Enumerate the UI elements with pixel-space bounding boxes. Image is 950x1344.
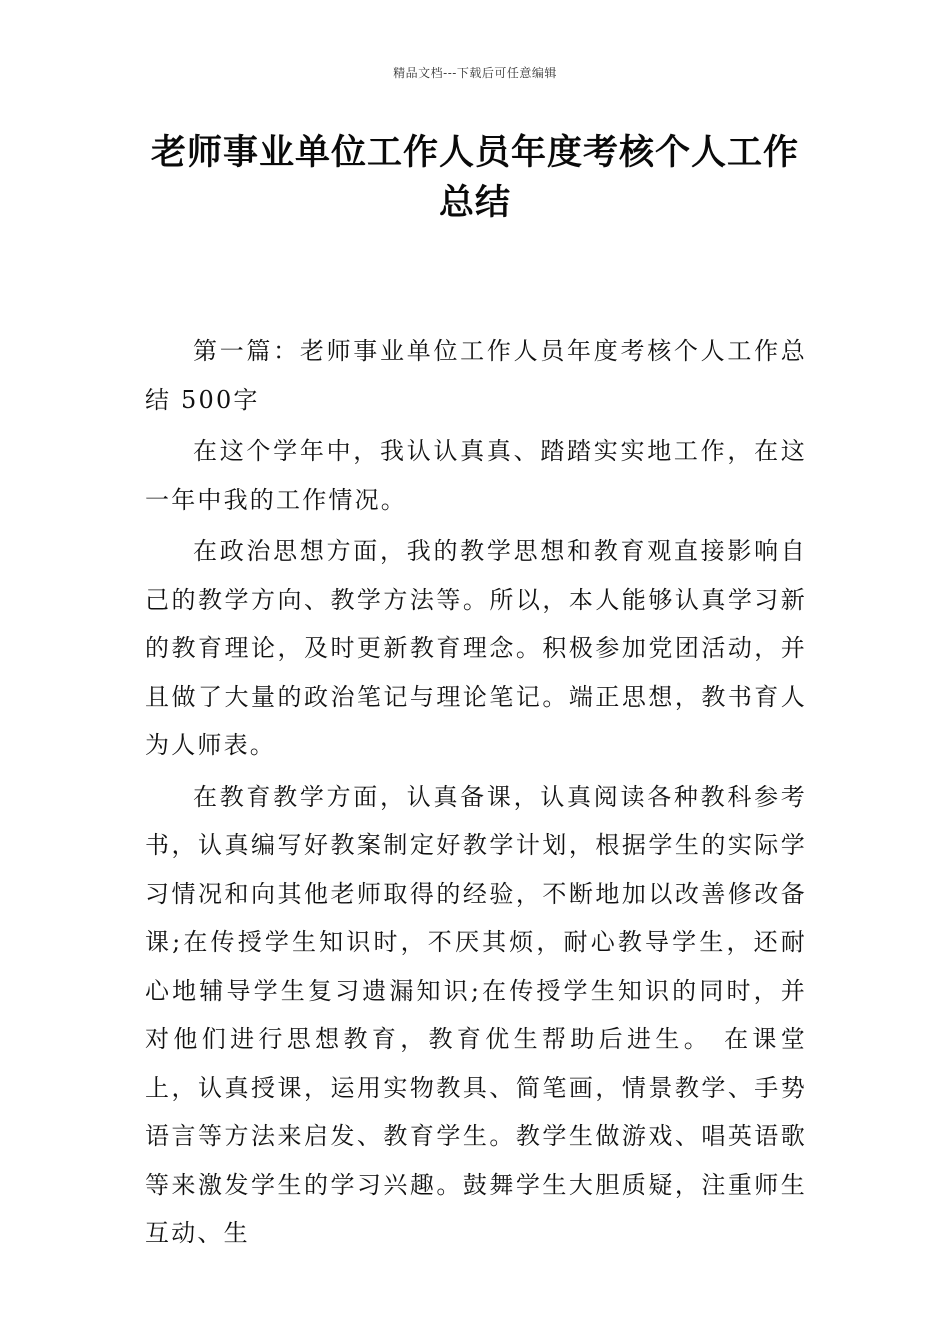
- page-header-note: 精品文档---下载后可任意编辑: [393, 66, 557, 80]
- document-body: [145, 327, 807, 1261]
- paragraph-political-thought: 在政治思想方面，我的教学思想和教育观直接影响自己的教学方向、教学方法等。所以，本人能够认真学习新的教育理论，及时更新教育理念。积极参加党团活动，并且做了大量的政治笔记与理论笔记。端正思想，教书育人为人师表。: [145, 537, 807, 759]
- paragraph-section-heading: 第一篇：老师事业单位工作人员年度考核个人工作总结 500字: [145, 337, 807, 414]
- document-title: 老师事业单位工作人员年度考核个人工作总结: [150, 133, 799, 223]
- paragraph-teaching: 在教育教学方面，认真备课，认真阅读各种教科参考书，认真编写好教案制定好教学计划，根据学生的实际学习情况和向其他老师取得的经验，不断地加以改善修改备课;在传授学生知识时，不厌其烦，耐心教导学生，还耐心地辅导学生复习遗漏知识;在传授学生知识的同时，并对他们进行思想教育，教育优生帮助后进生。 在课堂上，认真授课，运用实物教具、简笔画，情景教学、手势语言等方法来启发、教育学生。教学生做游戏、唱英语歌等来激发学生的学习兴趣。鼓舞学生大胆质疑，注重师生互动、生: [145, 782, 807, 1247]
- paragraph-intro: 在这个学年中，我认认真真、踏踏实实地工作，在这一年中我的工作情况。: [145, 437, 807, 514]
